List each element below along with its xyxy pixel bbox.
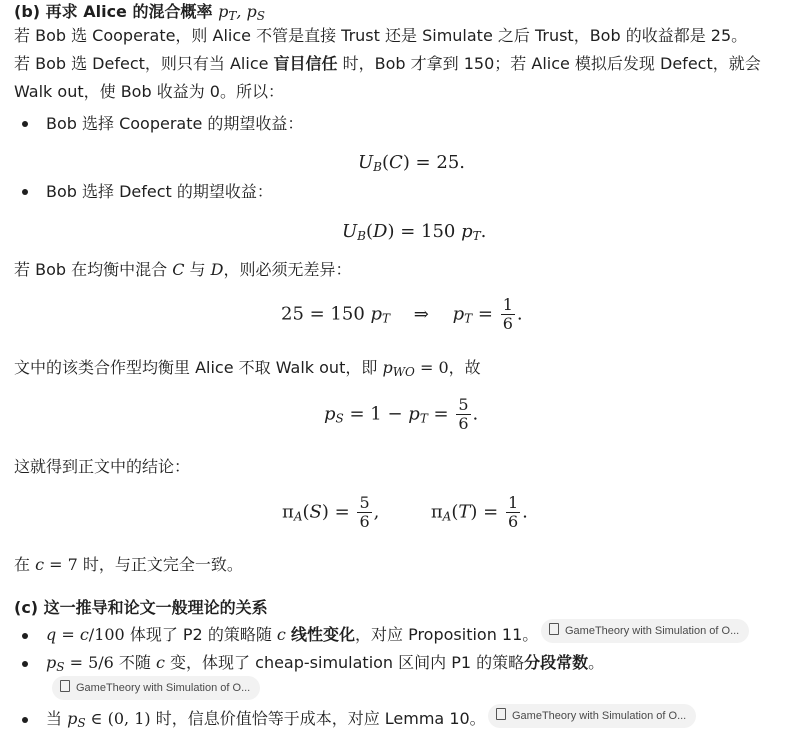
paragraph-pwo [14, 354, 481, 386]
paragraph-defect [14, 50, 761, 77]
bold-piecewise-constant: 分段常数 [524, 653, 589, 672]
source-chip-label: GameTheory with Simulation of O... [76, 682, 251, 694]
math-c: c [156, 653, 165, 672]
text-span: 当 [46, 709, 68, 728]
text-span: 体现了 P2 的策略随 [124, 625, 277, 644]
paragraph-conclusion: 这就得到正文中的结论： [14, 457, 191, 476]
equation-pt: 25 = 150 $p_T$ ⇒ $p_T$ = $\frac{1}{6}$ . [281, 295, 523, 333]
math-pwo: $p_{WO} = 0$ [382, 358, 449, 379]
equation-ps: $p_S = 1 - p_T$ = $\frac{5}{6}$ . [324, 395, 479, 433]
text-span: ，则必须无差异： [223, 260, 352, 279]
bullet-dot [22, 121, 28, 127]
section-c-heading: (c) 这一推导和论文一般理论的关系 [14, 598, 268, 617]
text-span: 文中的该类合作型均衡里 Alice 不取 Walk out，即 [14, 358, 383, 377]
text-span: 若 Bob 选 Defect，则只有当 Alice [14, 54, 274, 73]
text-span: 不随 [113, 653, 156, 672]
source-chip[interactable] [488, 704, 696, 728]
math-c: c [276, 625, 286, 644]
math-c-eq-7: c = 7 [35, 555, 78, 574]
math-ps-five-sixths: $p_S = 5/6$ [46, 653, 114, 674]
bullet-cooperate-payoff: Bob 选择 Cooperate 的期望收益： [46, 114, 304, 133]
document-icon [549, 623, 559, 635]
bold-blind-trust: 盲目信任 [273, 54, 338, 73]
text-span: 在 [14, 555, 36, 574]
fraction-one-sixth: $\frac{1}{6}$ [507, 493, 519, 531]
bullet-dot [22, 717, 28, 723]
paragraph-c7 [14, 551, 243, 578]
equation-pi: $\pi_A(S)$ = $\frac{5}{6}$ , $\pi_A(T)$ = $\frac{1}{6}$ . [282, 493, 528, 531]
source-chip-label: GameTheory with Simulation of O... [565, 625, 740, 637]
text-span: 变，体现了 cheap-simulation 区间内 P1 的策略 [164, 653, 525, 672]
bold-linear-change: 线性变化 [290, 625, 355, 644]
text-span: 若 Bob 在均衡中混合 [14, 260, 173, 279]
text-span: 。 [588, 653, 605, 672]
math-ps-in-interval: $p_S$ ∈ (0, 1) [67, 709, 151, 730]
text-span: 与 [184, 260, 211, 279]
source-chip[interactable] [541, 619, 749, 643]
text-span: 时，Bob 才拿到 150；若 Alice 模拟后发现 Defect，就会 [337, 54, 761, 73]
section-b-title-math: $p_T$, $p_S$ [218, 2, 265, 23]
text-span: ，故 [448, 358, 481, 377]
paragraph-walkout: Walk out，使 Bob 收益为 0。所以： [14, 82, 284, 101]
bullet-defect-payoff: Bob 选择 Defect 的期望收益： [46, 182, 273, 201]
bullet-q-linear [46, 621, 538, 648]
text-span: ，对应 Proposition 11。 [355, 625, 539, 644]
paragraph-cooperate: 若 Bob 选 Cooperate，则 Alice 不管是直接 Trust 还是 Simulate 之后 Trust，Bob 的收益都是 25。 [14, 26, 748, 45]
bullet-dot [22, 633, 28, 639]
bullet-ps-interior [46, 705, 486, 737]
document-icon [496, 708, 506, 720]
source-chip[interactable] [52, 676, 260, 700]
bullet-dot [22, 661, 28, 667]
source-chip-label: GameTheory with Simulation of O... [512, 710, 687, 722]
section-b-title: (b) 再求 Alice 的混合概率 [14, 2, 213, 21]
document-icon [60, 680, 70, 692]
equation-ub-c: $U_B(C) = 25$. [358, 152, 465, 174]
paragraph-indifference [14, 256, 351, 283]
fraction-one-sixth: $\frac{1}{6}$ [502, 295, 513, 333]
text-span: 时，与正文完全一致。 [77, 555, 243, 574]
math-c: C [172, 260, 185, 279]
fraction-five-sixths: $\frac{5}{6}$ [359, 493, 370, 531]
fraction-five-sixths: $\frac{5}{6}$ [458, 395, 469, 433]
math-d: D [210, 260, 224, 279]
bullet-dot [22, 189, 28, 195]
text-span: 时，信息价值恰等于成本，对应 Lemma 10。 [150, 709, 486, 728]
equation-ub-d: $U_B(D) = 150$ $p_T$. [342, 221, 487, 243]
math-q: q = c/100 [46, 625, 125, 644]
